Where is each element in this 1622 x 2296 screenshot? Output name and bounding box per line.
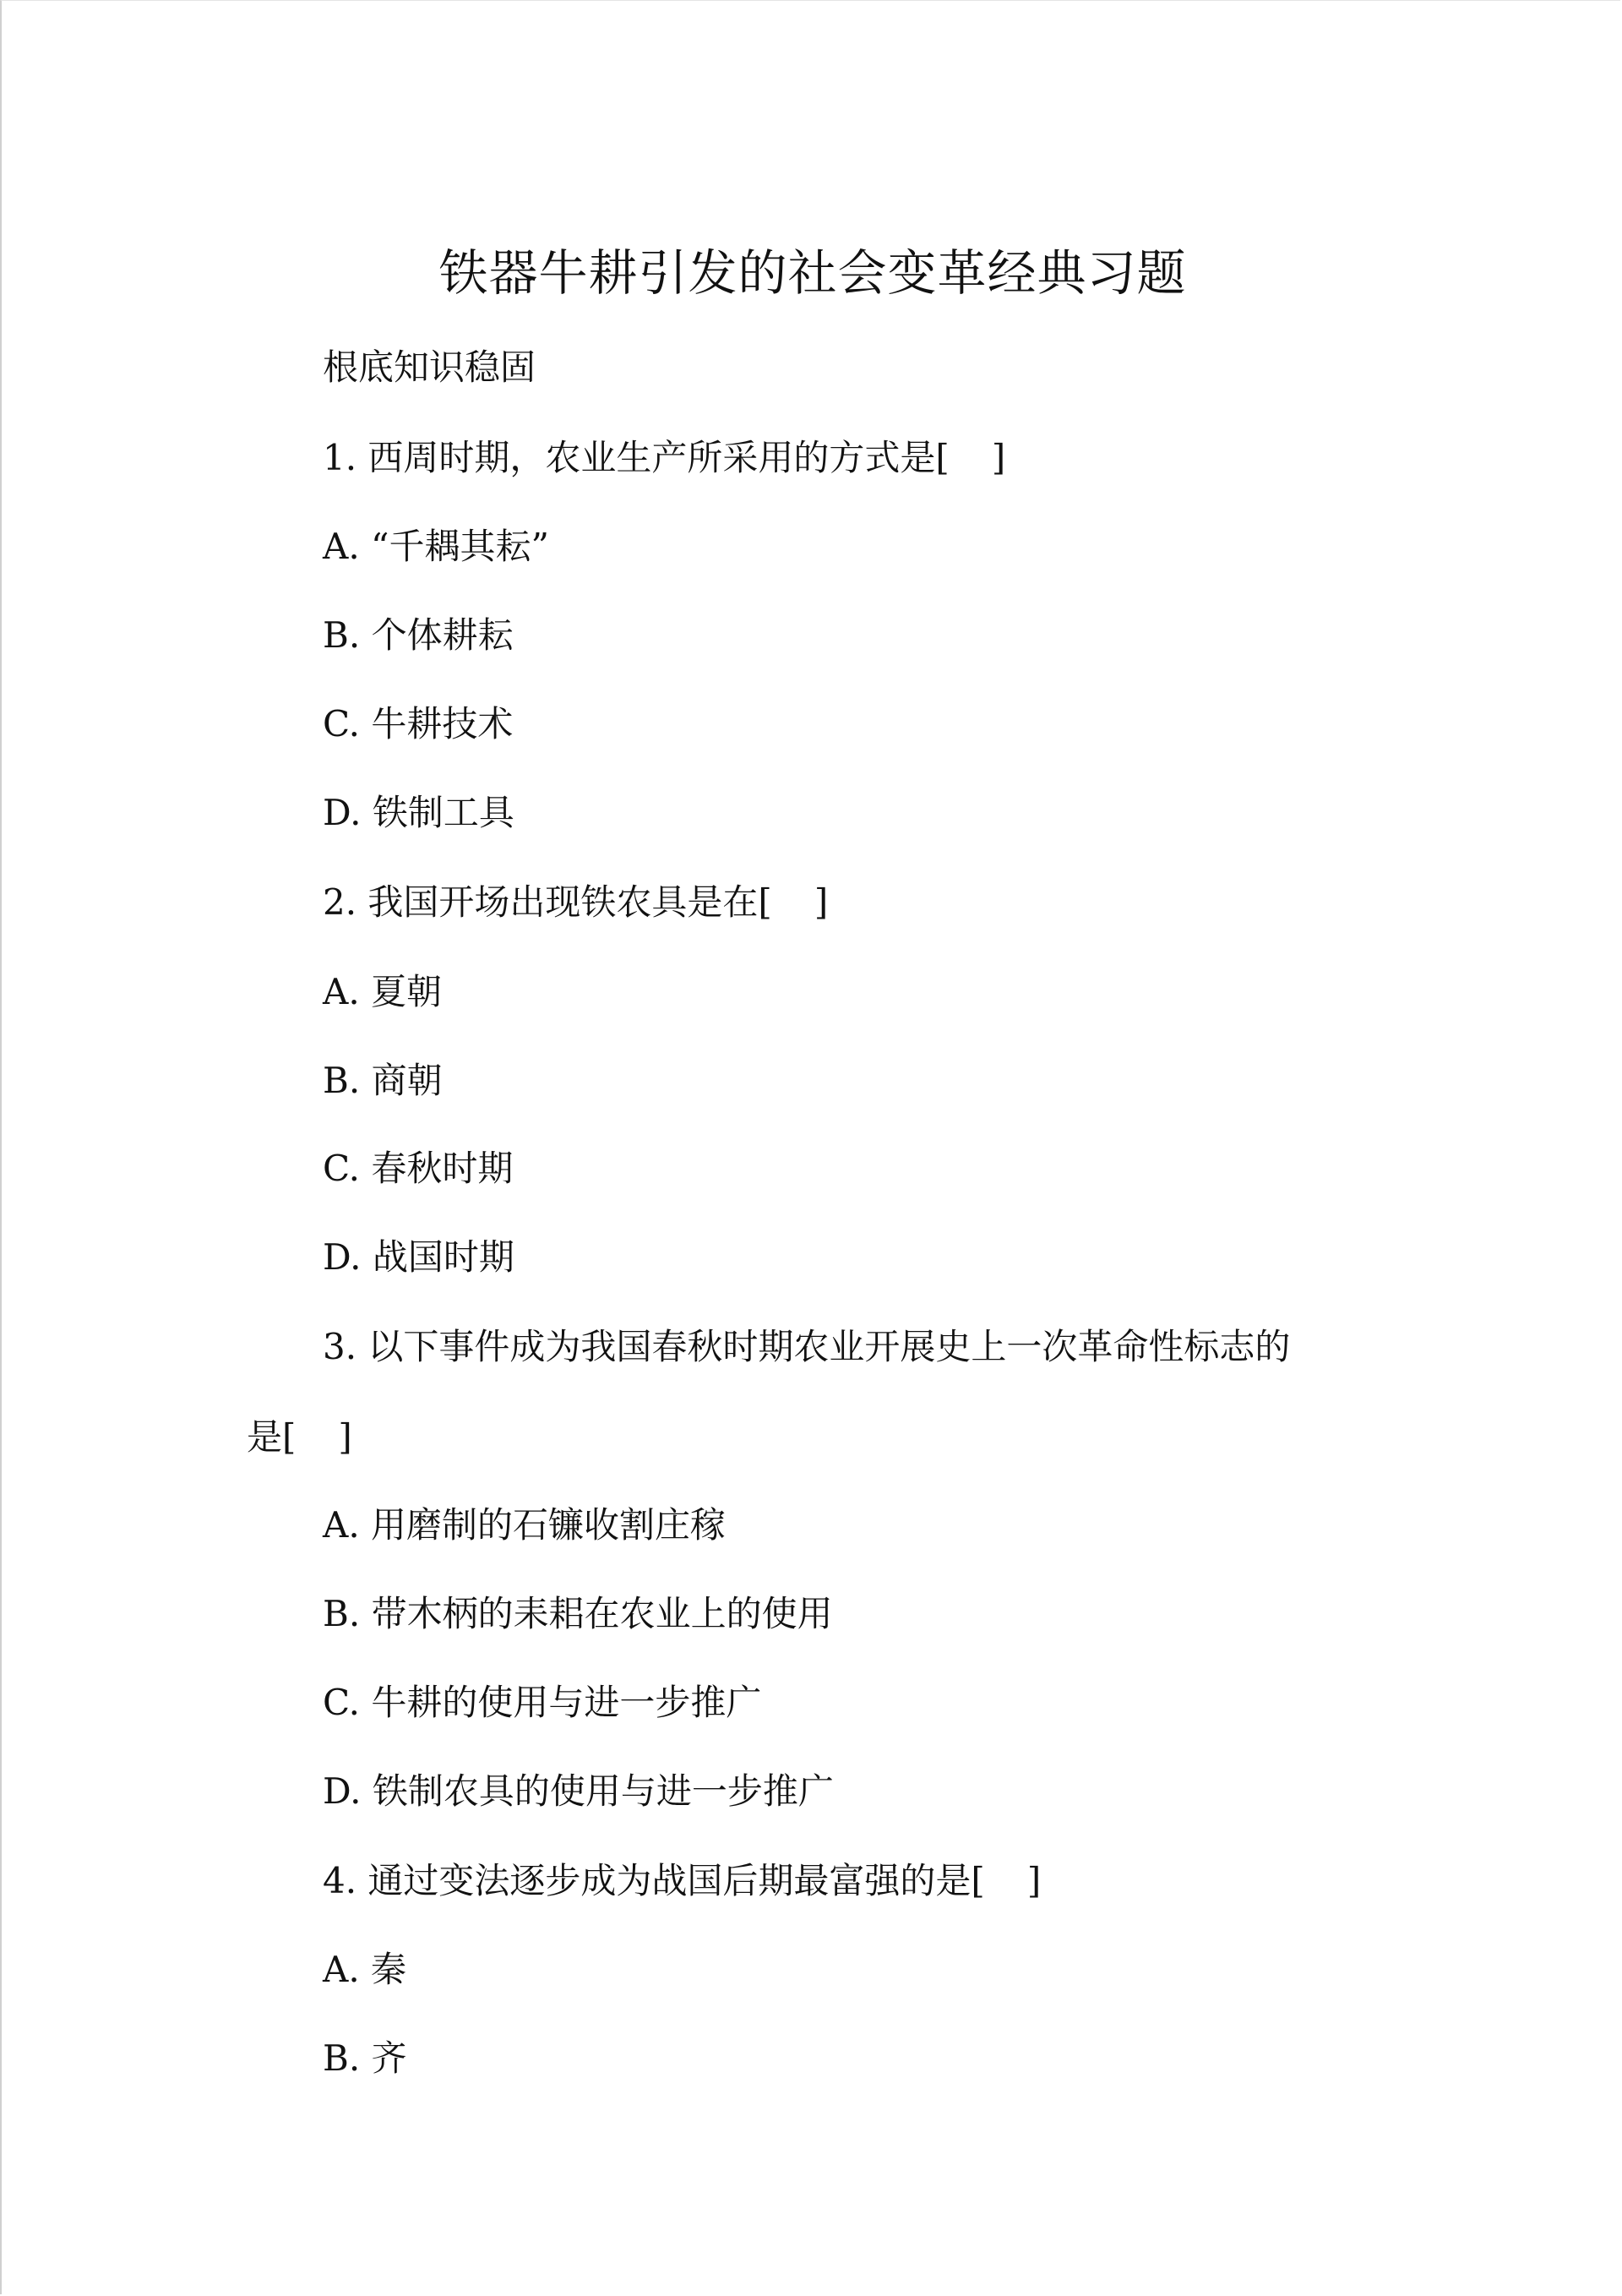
question-4-text: 4. 通过变法逐步成为战国后期最富强的是[ [323,1860,985,1901]
question-1-stem [323,433,1005,483]
question-3-stem-continued [247,1412,352,1463]
question-2-option-d: D. 战国时期 [323,1236,514,1278]
question-3-option-d: D. 铁制农具的使用与进一步推广 [323,1770,834,1812]
question-4-stem [323,1856,1041,1906]
question-4-option-a: A. 秦 [323,1949,407,1990]
document-title: 铁器牛耕引发的社会变革经典习题 [438,244,1187,302]
question-2-option-b: B. 商朝 [323,1060,443,1101]
question-2-stem [323,877,828,928]
section-heading: 根底知识稳固 [323,346,536,388]
question-3-stem: 3. 以下事件成为我国春秋时期农业开展史上一次革命性标志的 [323,1326,1291,1367]
question-2-option-c: C. 春秋时期 [323,1148,514,1189]
question-3-option-c: C. 牛耕的使用与进一步推广 [323,1682,762,1723]
question-1-text: 1. 西周时期，农业生产所采用的方式是[ [323,437,950,478]
question-1-option-b: B. 个体耕耘 [323,614,514,656]
question-4-option-b: B. 齐 [323,2037,407,2079]
question-1-option-c: C. 牛耕技术 [323,703,514,744]
question-1-option-d: D. 铁制工具 [323,792,514,833]
bracket-close: ] [1026,1860,1042,1901]
question-1-option-a: A. “千耦其耘” [323,526,549,567]
question-3-text-cont: 是[ [247,1416,297,1458]
bracket-close: ] [991,437,1006,478]
bracket-close: ] [814,881,829,923]
question-2-text: 2. 我国开场出现铁农具是在[ [323,881,772,923]
bracket-close: ] [338,1416,352,1458]
question-3-option-a: A. 用磨制的石镰收割庄稼 [323,1504,727,1546]
question-3-option-b: B. 带木柄的耒耜在农业上的使用 [323,1593,833,1634]
question-2-option-a: A. 夏朝 [323,971,443,1012]
